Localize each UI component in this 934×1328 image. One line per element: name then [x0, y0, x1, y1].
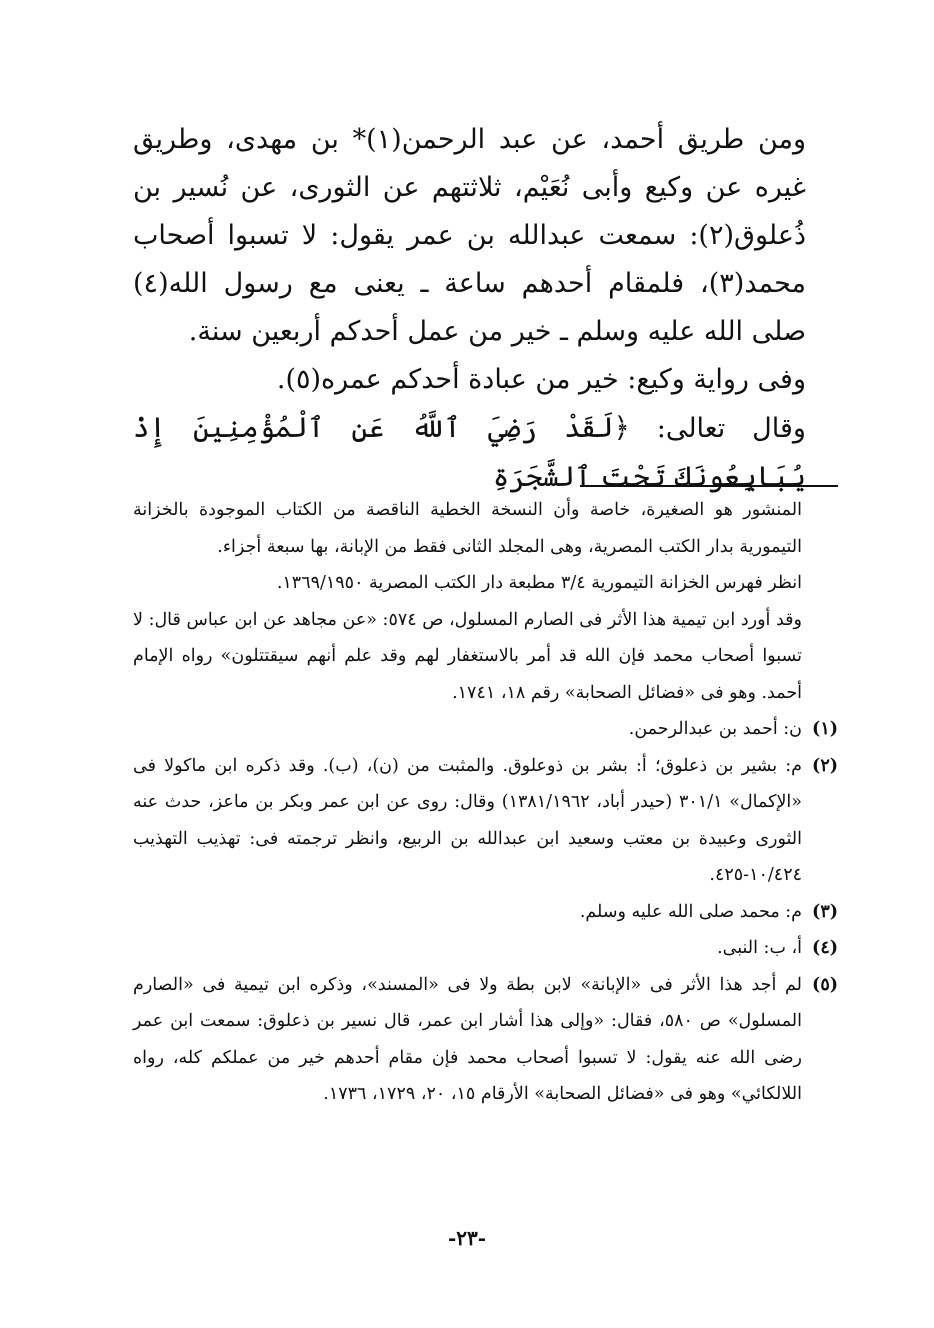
footnote-3 — [133, 894, 838, 931]
main-paragraph-3 — [133, 404, 838, 502]
footnote-text: م: محمد صلى الله عليه وسلم. — [579, 901, 802, 922]
footnote-number: (٢) — [812, 755, 838, 776]
footnote-continuation-1: المنشور هو الصغيرة، خاصة وأن النسخة الخطية الناقصة من الكتاب الموجودة بالخزانة التيمورية بدار الكتب المصرية، وهى المجلد الثانى فقط من الإبانة، بها سبعة أجزاء. — [133, 500, 802, 557]
footnote-number: (١) — [812, 719, 838, 739]
main-paragraph-2: وفى رواية وكيع: خير من عبادة أحدكم عمره(٥). — [276, 364, 806, 395]
footnote-continuation-2: انظر فهرس الخزانة التيمورية ٣/٤ مطبعة دار الكتب المصرية ١٣٦٩/١٩٥٠. — [276, 573, 802, 593]
quran-verse: ﴿لَقَدْ رَضِيَ ٱللَّهُ عَنِ ٱلْمُؤْمِنِينَ إِذْ يُبَايِعُونَكَ تَحْتَ ٱلشَّجَرَةِ — [133, 411, 806, 493]
page-number: -٢٣- — [447, 1226, 487, 1250]
footnote-5 — [133, 967, 838, 1113]
footnote-number: (٣) — [812, 901, 838, 922]
footnote-number: (٤) — [812, 938, 838, 958]
footnote-divider — [580, 485, 838, 487]
footnote-text: لم أجد هذا الأثر فى «الإبانة» لابن بطة ولا فى «المسند»، وذكره ابن تيمية فى «الصارم المسلول» ص ٥٨٠، فقال: «وإلى هذا أشار ابن عمر، قال نسير بن ذعلوق: سمعت ابن عمر رضى الله عنه يقول: لا تسبوا أصحاب محمد فإن مقام أحدهم خير من عملكم كله، رواه اللالكائي» وهو فى «فضائل الصحابة» الأرقام ١٥، ٢٠، ١٧٢٩، ١٧٣٦. — [133, 974, 803, 1104]
footnote-text: ن: أحمد بن عبدالرحمن. — [628, 719, 802, 739]
footnote-number: (٥) — [812, 974, 838, 995]
footnote-1 — [133, 711, 838, 748]
footnote-2 — [133, 748, 838, 894]
main-text — [133, 116, 838, 502]
footnote-text: أ، ب: النبى. — [717, 938, 802, 958]
footnote-text: م: بشير بن ذعلوق؛ أ: بشر بن ذوعلوق. والمثبت من (ن)، (ب). وقد ذكره ابن ماكولا فى «الإكمال» ٣٠١/١ (حيدر أباد، ١٣٨١/١٩٦٢) وقال: روى عن ابن عمر وبكر بن ماعز، حدث عنه الثورى وعبيدة بن معتب وسعيد ابن عبدالله بن الربيع، وانظر ترجمته فى: تهذيب التهذيب ١٠/٤٢٤-٤٢٥. — [133, 755, 802, 885]
main-paragraph-1: ومن طريق أحمد، عن عبد الرحمن(١)* بن مهدى، وطريق غيره عن وكيع وأبى نُعَيْم، ثلاثتهم عن الثورى، عن نُسير بن ذُعلوق(٢): سمعت عبدالله بن عمر يقول: لا تسبوا أصحاب محمد(٣)، فلمقام أحدهم ساعة ـ يعنى مع رسول الله(٤) صلى الله عليه وسلم ـ خير من عمل أحدكم أربعين سنة. — [133, 124, 806, 347]
footnote-4 — [133, 930, 838, 967]
footnotes — [133, 492, 838, 1113]
verse-intro: وقال تعالى: — [629, 413, 806, 444]
footnote-continuation-3: وقد أورد ابن تيمية هذا الأثر فى الصارم المسلول، ص ٥٧٤: «عن مجاهد عن ابن عباس قال: لا تسبوا أصحاب محمد فإن الله قد أمر بالاستغفار لهم وقد علم أنهم سيقتتلون» رواه الإمام أحمد. وهو فى «فضائل الصحابة» رقم ١٨، ١٧٤١. — [133, 609, 802, 703]
